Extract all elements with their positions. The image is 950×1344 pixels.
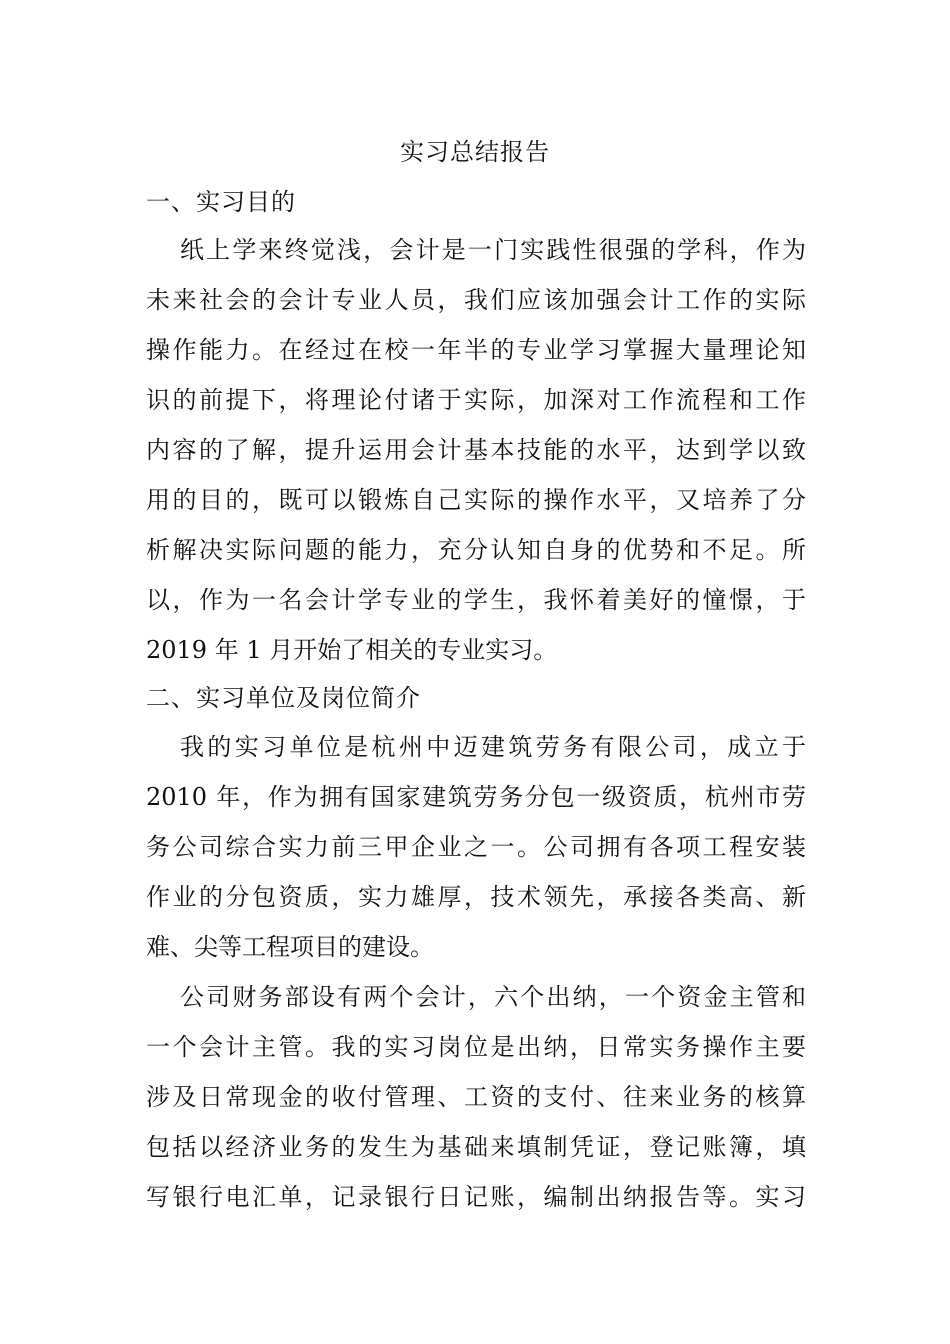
paragraph-line: 未来社会的会计专业人员，我们应该加强会计工作的实际	[146, 286, 806, 314]
paragraph-line: 难、尖等工程项目的建设。	[146, 933, 434, 961]
paragraph-line: 2019 年 1 月开始了相关的专业实习。	[146, 636, 558, 664]
paragraph-position	[146, 972, 806, 1222]
paragraph-line: 识的前提下，将理论付诸于实际，加深对工作流程和工作	[146, 386, 806, 414]
paragraph-line: 纸上学来终觉浅，会计是一门实践性很强的学科，作为	[180, 236, 806, 264]
section-heading-purpose: 一、实习目的	[146, 188, 296, 216]
paragraph-line: 内容的了解，提升运用会计基本技能的水平，达到学以致	[146, 436, 806, 464]
paragraph-company	[146, 722, 806, 972]
document-title: 实习总结报告	[400, 138, 550, 166]
paragraph-line: 务公司综合实力前三甲企业之一。公司拥有各项工程安装	[146, 833, 806, 861]
paragraph-line: 包括以经济业务的发生为基础来填制凭证，登记账簿，填	[146, 1133, 806, 1161]
paragraph-line: 作业的分包资质，实力雄厚，技术领先，承接各类高、新	[146, 883, 806, 911]
paragraph-line: 以，作为一名会计学专业的学生，我怀着美好的憧憬，于	[146, 586, 806, 614]
paragraph-line: 用的目的，既可以锻炼自己实际的操作水平，又培养了分	[146, 486, 806, 514]
paragraph-line: 涉及日常现金的收付管理、工资的支付、往来业务的核算	[146, 1083, 806, 1111]
paragraph-purpose	[146, 225, 806, 675]
paragraph-line: 写银行电汇单，记录银行日记账，编制出纳报告等。实习	[146, 1183, 806, 1211]
paragraph-line: 一个会计主管。我的实习岗位是出纳，日常实务操作主要	[146, 1033, 806, 1061]
paragraph-line: 操作能力。在经过在校一年半的专业学习掌握大量理论知	[146, 336, 806, 364]
paragraph-line: 析解决实际问题的能力，充分认知自身的优势和不足。所	[146, 536, 806, 564]
paragraph-line: 2010 年，作为拥有国家建筑劳务分包一级资质，杭州市劳	[146, 783, 806, 811]
section-heading-company: 二、实习单位及岗位简介	[146, 684, 421, 712]
paragraph-line: 我的实习单位是杭州中迈建筑劳务有限公司，成立于	[180, 733, 806, 761]
paragraph-line: 公司财务部设有两个会计，六个出纳，一个资金主管和	[180, 983, 806, 1011]
